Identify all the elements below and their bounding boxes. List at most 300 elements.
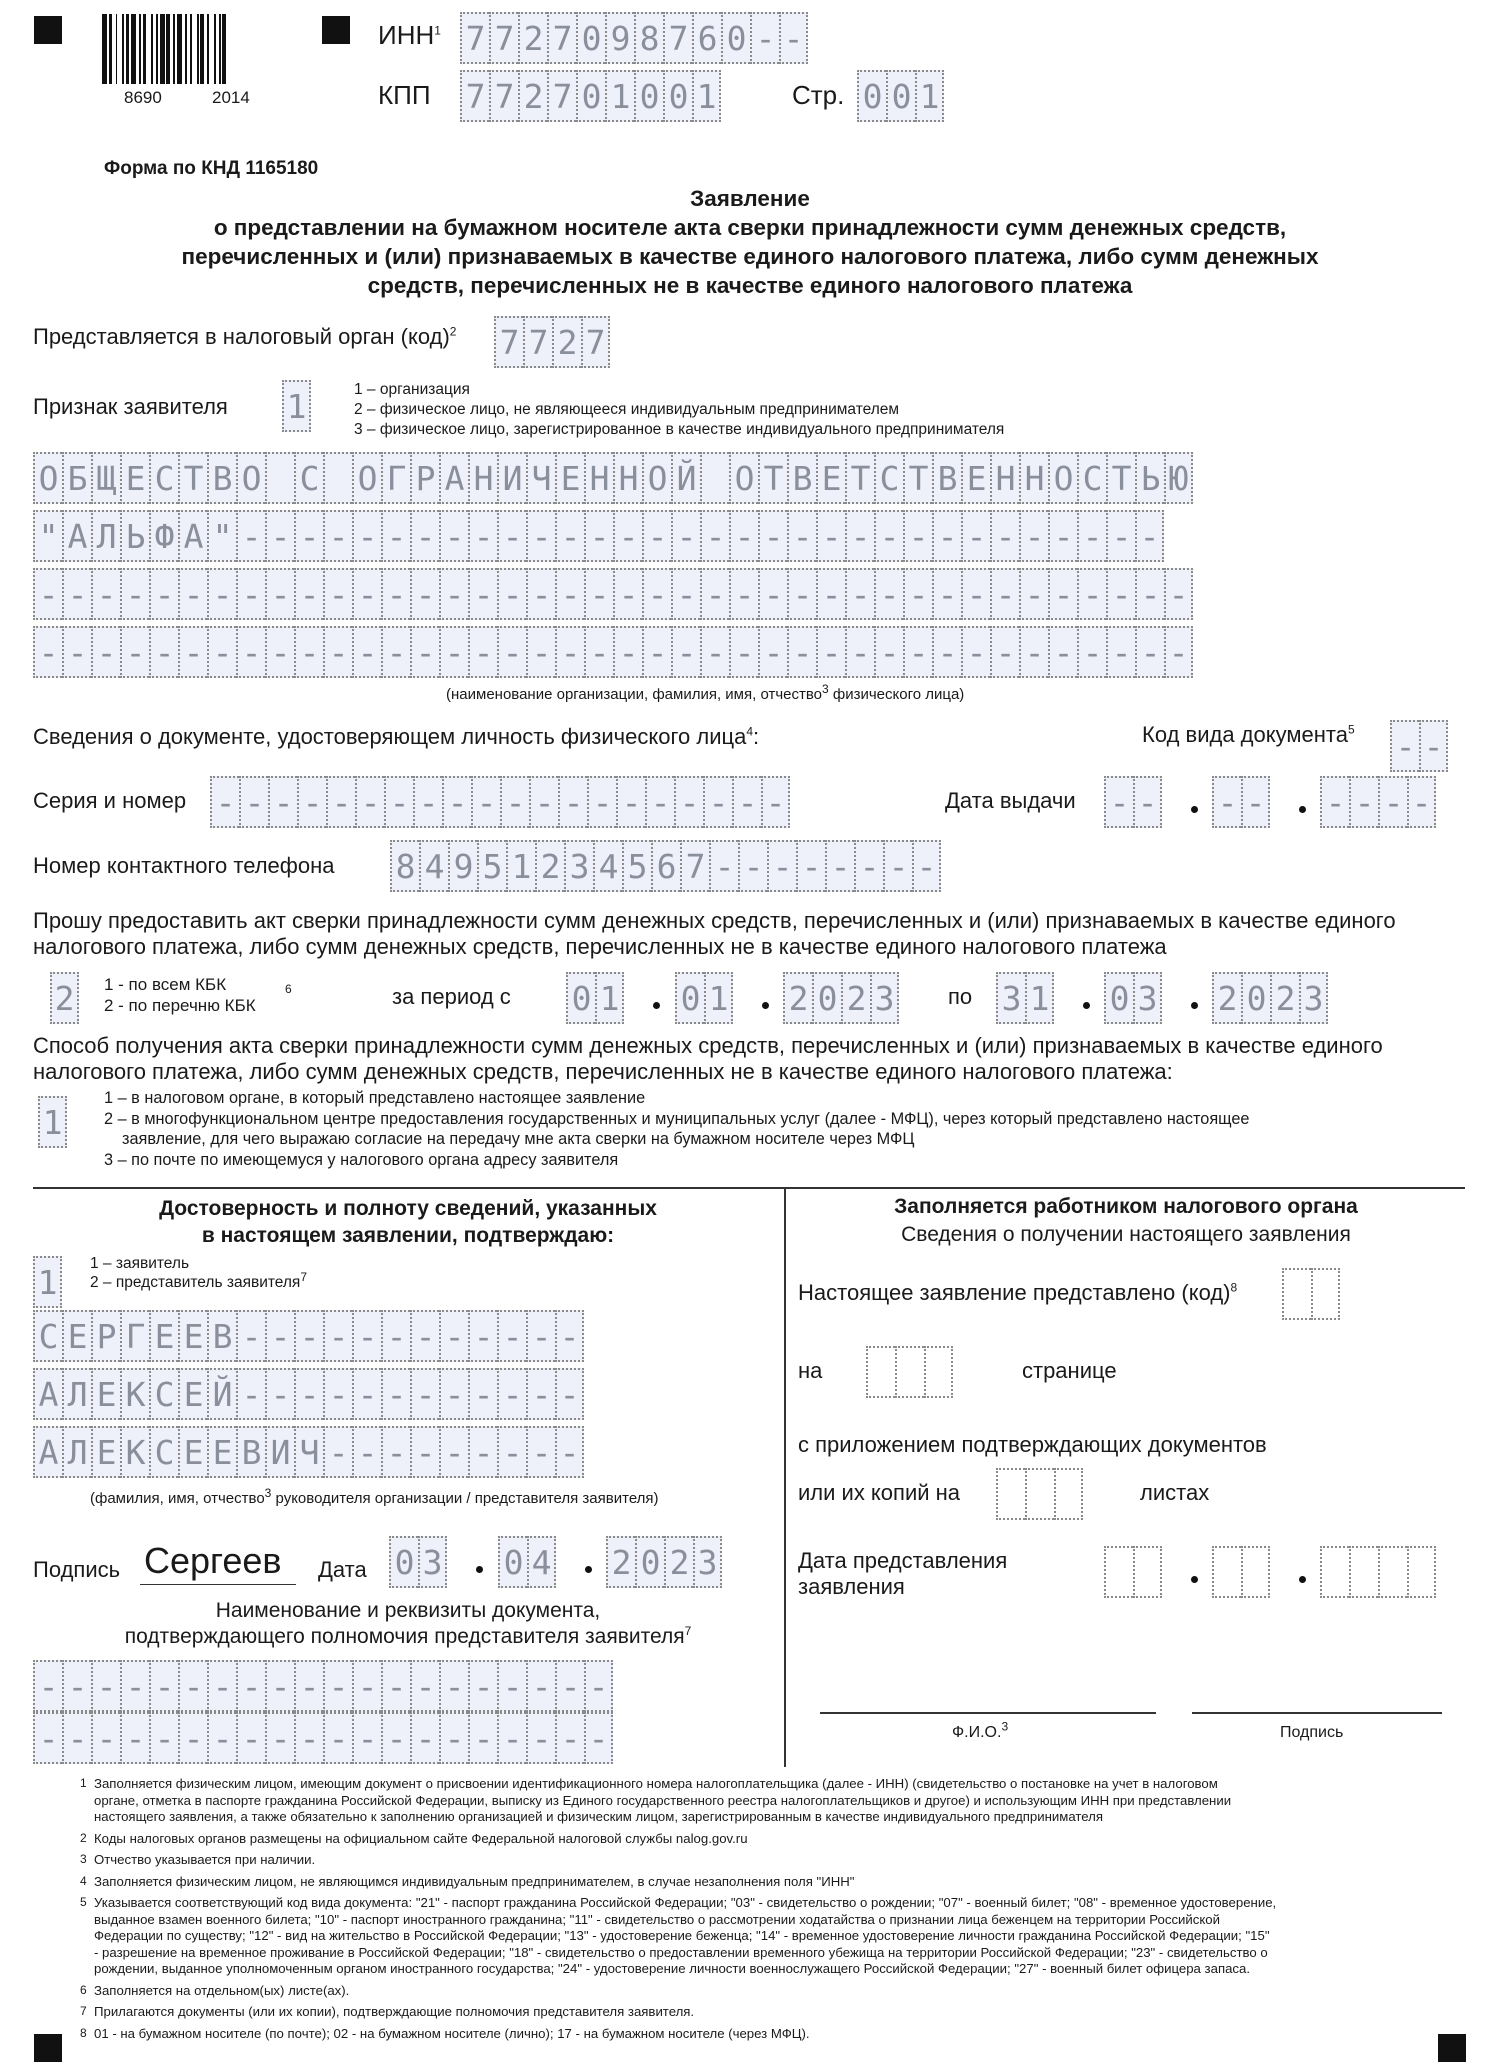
cell: - — [442, 776, 471, 828]
cell: - — [265, 626, 294, 678]
cell: - — [758, 626, 787, 678]
cell: - — [294, 568, 323, 620]
cell: 0 — [576, 70, 605, 122]
cell: - — [33, 1712, 62, 1764]
period-label: за период с — [392, 984, 511, 1009]
issue-date-year[interactable] — [1320, 776, 1436, 828]
cell: - — [584, 568, 613, 620]
cell: - — [526, 1660, 555, 1712]
cell: Н — [990, 452, 1019, 504]
cell: И — [497, 452, 526, 504]
cell: Ч — [294, 1426, 323, 1478]
cell — [1282, 1268, 1311, 1320]
cell: - — [62, 1660, 91, 1712]
cell: 0 — [886, 70, 915, 122]
cell: А — [178, 510, 207, 562]
cell: - — [1135, 510, 1164, 562]
cell: 2 — [50, 972, 79, 1024]
cell: К — [120, 1368, 149, 1420]
cell: - — [796, 840, 825, 892]
cell: Е — [207, 1426, 236, 1478]
cell: 8 — [390, 840, 419, 892]
cell: - — [207, 1712, 236, 1764]
cell: 7 — [494, 316, 523, 368]
footnote-line: настоящего заявления, а также обязательно к заполнению организацией и физическим лицом, зарегистрированным в качестве индивидуального предпринимателя — [94, 1809, 1104, 1824]
request-text: Прошу предоставить акт сверки принадлежности сумм денежных средств, перечисленных и (или) признаваемых в качестве единого налогового платежа, либо сумм денежных средств, перечисленных не в качестве единого налогового платежа — [33, 908, 1396, 959]
cell: 2 — [841, 972, 870, 1024]
cell: 6 — [692, 12, 721, 64]
cell: Й — [207, 1368, 236, 1420]
authority-doc-row-1[interactable] — [33, 1660, 613, 1712]
period-to-label: по — [948, 984, 973, 1009]
cell: Т — [903, 452, 932, 504]
footnote-line: Отчество указывается при наличии. — [94, 1852, 316, 1867]
cell: - — [439, 626, 468, 678]
footnote-number: 7 — [80, 2004, 87, 2018]
cell: - — [439, 1712, 468, 1764]
cell: - — [732, 776, 761, 828]
cell: А — [33, 1368, 62, 1420]
cell: - — [526, 1712, 555, 1764]
cell: Е — [555, 452, 584, 504]
cell: - — [845, 626, 874, 678]
cell: 4 — [527, 1536, 556, 1588]
cell: - — [758, 510, 787, 562]
cell: Щ — [91, 452, 120, 504]
sign-date-label: Дата — [318, 1557, 367, 1582]
cell: - — [555, 1426, 584, 1478]
cell: 0 — [576, 12, 605, 64]
cell: - — [1077, 626, 1106, 678]
cell: - — [178, 626, 207, 678]
cell: - — [323, 1426, 352, 1478]
cell: - — [91, 1712, 120, 1764]
period-from-day[interactable] — [566, 972, 624, 1024]
inn-label: ИНН$^1$ — [378, 20, 441, 50]
submission-date-year[interactable] — [1320, 1546, 1436, 1598]
authority-doc-row-2[interactable] — [33, 1712, 613, 1764]
cell: - — [439, 1426, 468, 1478]
cell: - — [439, 1310, 468, 1362]
cell: - — [1048, 568, 1077, 620]
org-name-row-3[interactable] — [33, 568, 1193, 620]
cell: - — [236, 1712, 265, 1764]
method-option-field[interactable] — [38, 1096, 67, 1148]
cell: - — [990, 626, 1019, 678]
corner-marker-bottom-left — [34, 2034, 62, 2062]
cell: - — [729, 568, 758, 620]
tax-officer-subtitle: Сведения о получении настоящего заявления — [901, 1223, 1351, 1246]
kpp-label: КПП — [378, 80, 431, 110]
confirm-option-field[interactable] — [33, 1256, 62, 1308]
period-to-year[interactable] — [1212, 972, 1328, 1024]
cell: - — [729, 510, 758, 562]
cell: 4 — [593, 840, 622, 892]
cell: - — [700, 568, 729, 620]
cell: А — [439, 452, 468, 504]
sheets-field[interactable] — [996, 1468, 1083, 1520]
cell: - — [381, 568, 410, 620]
cell — [1407, 1546, 1436, 1598]
series-number-field[interactable] — [210, 776, 790, 828]
cell: - — [439, 510, 468, 562]
cell: - — [932, 626, 961, 678]
issue-date-day[interactable] — [1104, 776, 1162, 828]
cell: - — [555, 1712, 584, 1764]
cell: - — [468, 1310, 497, 1362]
cell: - — [236, 1660, 265, 1712]
cell: - — [497, 1426, 526, 1478]
cell: - — [497, 1368, 526, 1420]
cell: - — [787, 510, 816, 562]
cell: Т — [1106, 452, 1135, 504]
doc-code-label: Код вида документа$^5$ — [1142, 722, 1355, 747]
cell: - — [410, 1660, 439, 1712]
cell: - — [149, 1660, 178, 1712]
phone-field[interactable] — [390, 840, 941, 892]
signature-value[interactable]: Сергеев — [144, 1540, 282, 1581]
cell: - — [767, 840, 796, 892]
cell: - — [883, 840, 912, 892]
cell: - — [787, 568, 816, 620]
cell: - — [62, 568, 91, 620]
cell: 3 — [693, 1536, 722, 1588]
cell: - — [294, 1368, 323, 1420]
period-to-day[interactable] — [996, 972, 1054, 1024]
series-label: Серия и номер — [33, 788, 187, 813]
cell: - — [294, 1310, 323, 1362]
cell: - — [587, 776, 616, 828]
period-from-month[interactable] — [675, 972, 733, 1024]
sheets-label: листах — [1140, 1480, 1210, 1505]
cell: - — [1407, 776, 1436, 828]
cell: А — [33, 1426, 62, 1478]
submission-date-label: Дата представления заявления — [798, 1548, 1008, 1599]
cell: Ь — [120, 510, 149, 562]
cell: - — [1048, 510, 1077, 562]
cell: К — [120, 1426, 149, 1478]
cell: - — [91, 1660, 120, 1712]
cell: - — [555, 1660, 584, 1712]
cell: 9 — [448, 840, 477, 892]
cell: - — [616, 776, 645, 828]
cell: - — [410, 1310, 439, 1362]
cell: - — [33, 568, 62, 620]
footnote-number: 4 — [80, 1873, 87, 1888]
confirm-title: Достоверность и полноту сведений, указанных в настоящем заявлении, подтверждаю: — [159, 1197, 657, 1247]
cell: 7 — [460, 12, 489, 64]
period-from-year[interactable] — [783, 972, 899, 1024]
cell: - — [410, 1426, 439, 1478]
cell: - — [207, 568, 236, 620]
cell: 6 — [651, 840, 680, 892]
name-field[interactable] — [33, 1368, 584, 1420]
cell: Е — [120, 452, 149, 504]
authority-doc-title: Наименование и реквизиты документа, подтверждающего полномочия представителя заявителя$^7$ — [124, 1599, 692, 1648]
cell: - — [816, 626, 845, 678]
org-name-row-1[interactable] — [33, 452, 1193, 504]
cell — [700, 452, 729, 504]
cell: Л — [62, 1368, 91, 1420]
cell: - — [352, 1660, 381, 1712]
pages-label: странице — [1022, 1358, 1117, 1383]
cell: - — [355, 776, 384, 828]
cell: - — [178, 1660, 207, 1712]
cell: - — [761, 776, 790, 828]
cell: - — [323, 1712, 352, 1764]
cell: Е — [961, 452, 990, 504]
footnote-line: - разрешение на временное проживание в Российской Федерации; "18" - свидетельство о предоставлении временного убежища на территории Российской Федерации; "23" - свидетельство о — [94, 1944, 1268, 1960]
cell: 3 — [1133, 972, 1162, 1024]
cell: 7 — [663, 12, 692, 64]
signature-label: Подпись — [33, 1557, 121, 1582]
pages-field[interactable] — [866, 1346, 953, 1398]
sign-date-day[interactable] — [389, 1536, 447, 1588]
cell: - — [903, 626, 932, 678]
cell: 1 — [605, 70, 634, 122]
cell: 1 — [38, 1096, 67, 1148]
cell: - — [642, 510, 671, 562]
cell: - — [816, 568, 845, 620]
cell: - — [352, 510, 381, 562]
cell: - — [294, 1660, 323, 1712]
cell: - — [323, 568, 352, 620]
cell: - — [294, 1712, 323, 1764]
cell: - — [497, 1660, 526, 1712]
tax-authority-code-field[interactable] — [494, 316, 610, 368]
org-name-row-4[interactable] — [33, 626, 1193, 678]
cell: - — [497, 626, 526, 678]
cell: Е — [816, 452, 845, 504]
cell: - — [700, 626, 729, 678]
cell: Н — [1019, 452, 1048, 504]
cell: - — [323, 626, 352, 678]
cell: - — [439, 568, 468, 620]
cell: - — [120, 568, 149, 620]
issue-date-label: Дата выдачи — [945, 788, 1076, 813]
cell: - — [674, 776, 703, 828]
cell: - — [584, 626, 613, 678]
cell: С — [874, 452, 903, 504]
cell: - — [1104, 776, 1133, 828]
cell: С — [294, 452, 323, 504]
cell: 0 — [389, 1536, 418, 1588]
cell: - — [903, 568, 932, 620]
footnote-number: 2 — [80, 1830, 87, 1845]
footnote-line: рождении, выданное уполномоченным органом иностранного государства; "24" - удостоверение личности военнослужащего Российской Федерации; "27" - военный билет офицера запаса. — [94, 1961, 1251, 1976]
cell: - — [584, 1712, 613, 1764]
submission-date-day[interactable] — [1104, 1546, 1162, 1598]
cell: - — [1019, 510, 1048, 562]
cell: Г — [381, 452, 410, 504]
cell: - — [990, 510, 1019, 562]
method-text: Способ получения акта сверки принадлежности сумм денежных средств, перечисленных и (или) признаваемых в качестве единого налогового платежа, либо сумм денежных средств, перечисленных не в качестве единого налогового платежа: — [33, 1033, 1383, 1084]
cell: - — [352, 568, 381, 620]
cell: - — [738, 840, 767, 892]
cell: Н — [613, 452, 642, 504]
cell: - — [468, 626, 497, 678]
cell: - — [961, 568, 990, 620]
cell: - — [207, 626, 236, 678]
cell: - — [323, 1310, 352, 1362]
cell: - — [642, 568, 671, 620]
cell: - — [33, 626, 62, 678]
cell: 1 — [915, 70, 944, 122]
corner-marker-bottom-right — [1438, 2034, 1466, 2062]
cell: 7 — [547, 12, 576, 64]
org-name-caption: (наименование организации, фамилия, имя, отчество$^3$ физического лица) — [446, 682, 965, 703]
cell: 0 — [634, 70, 663, 122]
cell: Е — [62, 1310, 91, 1362]
footnote-number: 1 — [80, 1776, 87, 1790]
cell: - — [529, 776, 558, 828]
cell — [1241, 1546, 1270, 1598]
cell: - — [584, 1660, 613, 1712]
cell: - — [149, 1712, 178, 1764]
cell: 7 — [581, 316, 610, 368]
kbk-option-field[interactable] — [50, 972, 79, 1024]
cell: - — [120, 626, 149, 678]
cell: О — [352, 452, 381, 504]
cell: - — [750, 12, 779, 64]
doc-code-field[interactable] — [1390, 720, 1448, 772]
cell: - — [613, 510, 642, 562]
cell: - — [178, 568, 207, 620]
cell: В — [932, 452, 961, 504]
applicant-sign-field[interactable] — [282, 380, 311, 432]
cell: - — [779, 12, 808, 64]
submission-date-month[interactable] — [1212, 1546, 1270, 1598]
cell: Е — [91, 1426, 120, 1478]
cell: 4 — [419, 840, 448, 892]
page-field[interactable] — [857, 70, 944, 122]
cell: 3 — [870, 972, 899, 1024]
cell: 3 — [996, 972, 1025, 1024]
cell: Ч — [526, 452, 555, 504]
cell: - — [471, 776, 500, 828]
cell: 0 — [663, 70, 692, 122]
cell — [1378, 1546, 1407, 1598]
cell: - — [352, 1426, 381, 1478]
cell: Р — [91, 1310, 120, 1362]
cell: - — [352, 1310, 381, 1362]
cell: - — [526, 1426, 555, 1478]
org-name-row-2[interactable] — [33, 510, 1164, 562]
cell: - — [381, 1310, 410, 1362]
cell: - — [468, 1712, 497, 1764]
cell: Е — [149, 1310, 178, 1362]
tax-officer-title: Заполняется работником налогового органа — [894, 1195, 1358, 1218]
footnote-number: 3 — [80, 1852, 87, 1866]
footnote-line: 01 - на бумажном носителе (по почте); 02 - на бумажном носителе (лично); 17 - на бумажном носителе (через МФЦ). — [94, 2025, 810, 2041]
inn-field[interactable] — [460, 12, 808, 64]
cell: О — [642, 452, 671, 504]
cell: - — [1019, 568, 1048, 620]
cell: О — [729, 452, 758, 504]
cell: - — [700, 510, 729, 562]
cell: - — [526, 1310, 555, 1362]
presented-label: Настоящее заявление представлено (код)$^8$ — [798, 1280, 1238, 1305]
cell: Е — [178, 1426, 207, 1478]
period-to-month[interactable] — [1104, 972, 1162, 1024]
cell: 2 — [1212, 972, 1241, 1024]
cell: Ф — [149, 510, 178, 562]
cell: С — [149, 1426, 178, 1478]
cell: - — [642, 626, 671, 678]
cell: - — [1212, 776, 1241, 828]
cell: - — [381, 1660, 410, 1712]
cell: " — [207, 510, 236, 562]
cell: - — [62, 1712, 91, 1764]
footnote-line: Федерации по существу; "12" - вид на жительство в Российской Федерации; "13" - удостоверение беженца; "14" - временное удостоверение личности гражданина Российской Федерации; "15" — [94, 1928, 1270, 1943]
footnote-line: Заполняется на отдельном(ых) листе(ах). — [94, 1982, 350, 1998]
cell: - — [932, 510, 961, 562]
cell: - — [1048, 626, 1077, 678]
cell: - — [207, 1660, 236, 1712]
cell: Е — [178, 1310, 207, 1362]
cell — [1025, 1468, 1054, 1520]
cell: С — [149, 1368, 178, 1420]
cell: - — [149, 626, 178, 678]
cell: - — [381, 626, 410, 678]
cell: - — [91, 568, 120, 620]
cell — [1349, 1546, 1378, 1598]
cell: - — [468, 1426, 497, 1478]
kpp-field[interactable] — [460, 70, 721, 122]
cell: - — [410, 1712, 439, 1764]
form-title: Заявление о представлении на бумажном носителе акта сверки принадлежности сумм денежных средств, перечисленных и (или) признаваемых в качестве единого налогового платежа, либо сумм денежных средств, перечисленных не в качестве единого налогового платежа — [181, 186, 1319, 298]
footnote-line: Коды налоговых органов размещены на официальном сайте Федеральной налоговой службы nalog.gov.ru — [94, 1830, 748, 1846]
cell: " — [33, 510, 62, 562]
cell: 1 — [506, 840, 535, 892]
cell: - — [265, 510, 294, 562]
surname-field[interactable] — [33, 1310, 584, 1362]
officer-fio-line — [820, 1712, 1156, 1714]
cell: 0 — [721, 12, 750, 64]
patronymic-field[interactable] — [33, 1426, 584, 1478]
cell: - — [845, 568, 874, 620]
cell — [1054, 1468, 1083, 1520]
page-label: Стр. — [792, 80, 845, 110]
cell: 8 — [634, 12, 663, 64]
cell: - — [787, 626, 816, 678]
cell: - — [526, 568, 555, 620]
cell: 2 — [518, 12, 547, 64]
cell — [924, 1346, 953, 1398]
cell: - — [294, 510, 323, 562]
tax-authority-label: Представляется в налоговый орган (код)$^2$ — [33, 324, 457, 349]
issue-date-month[interactable] — [1212, 776, 1270, 828]
barcode-number-1: 8690 — [124, 88, 162, 107]
cell: Р — [410, 452, 439, 504]
footnote-number: 5 — [80, 1895, 87, 1909]
cell: Е — [178, 1368, 207, 1420]
footnote-line: органе, отметка в паспорте гражданина Российской Федерации, выписку из Единого государственного реестра налогоплательщиков и другое) и использующим ИНН при представлении — [94, 1792, 1232, 1808]
cell: - — [326, 776, 355, 828]
sign-date-year[interactable] — [606, 1536, 722, 1588]
cell: - — [468, 510, 497, 562]
cell: - — [265, 1310, 294, 1362]
cell: 2 — [535, 840, 564, 892]
cell: - — [265, 568, 294, 620]
cell: О — [33, 452, 62, 504]
cell: - — [236, 510, 265, 562]
cell: Ь — [1135, 452, 1164, 504]
presented-code-field[interactable] — [1282, 1268, 1340, 1320]
cell: - — [381, 1368, 410, 1420]
cell: С — [33, 1310, 62, 1362]
sign-date-month[interactable] — [498, 1536, 556, 1588]
